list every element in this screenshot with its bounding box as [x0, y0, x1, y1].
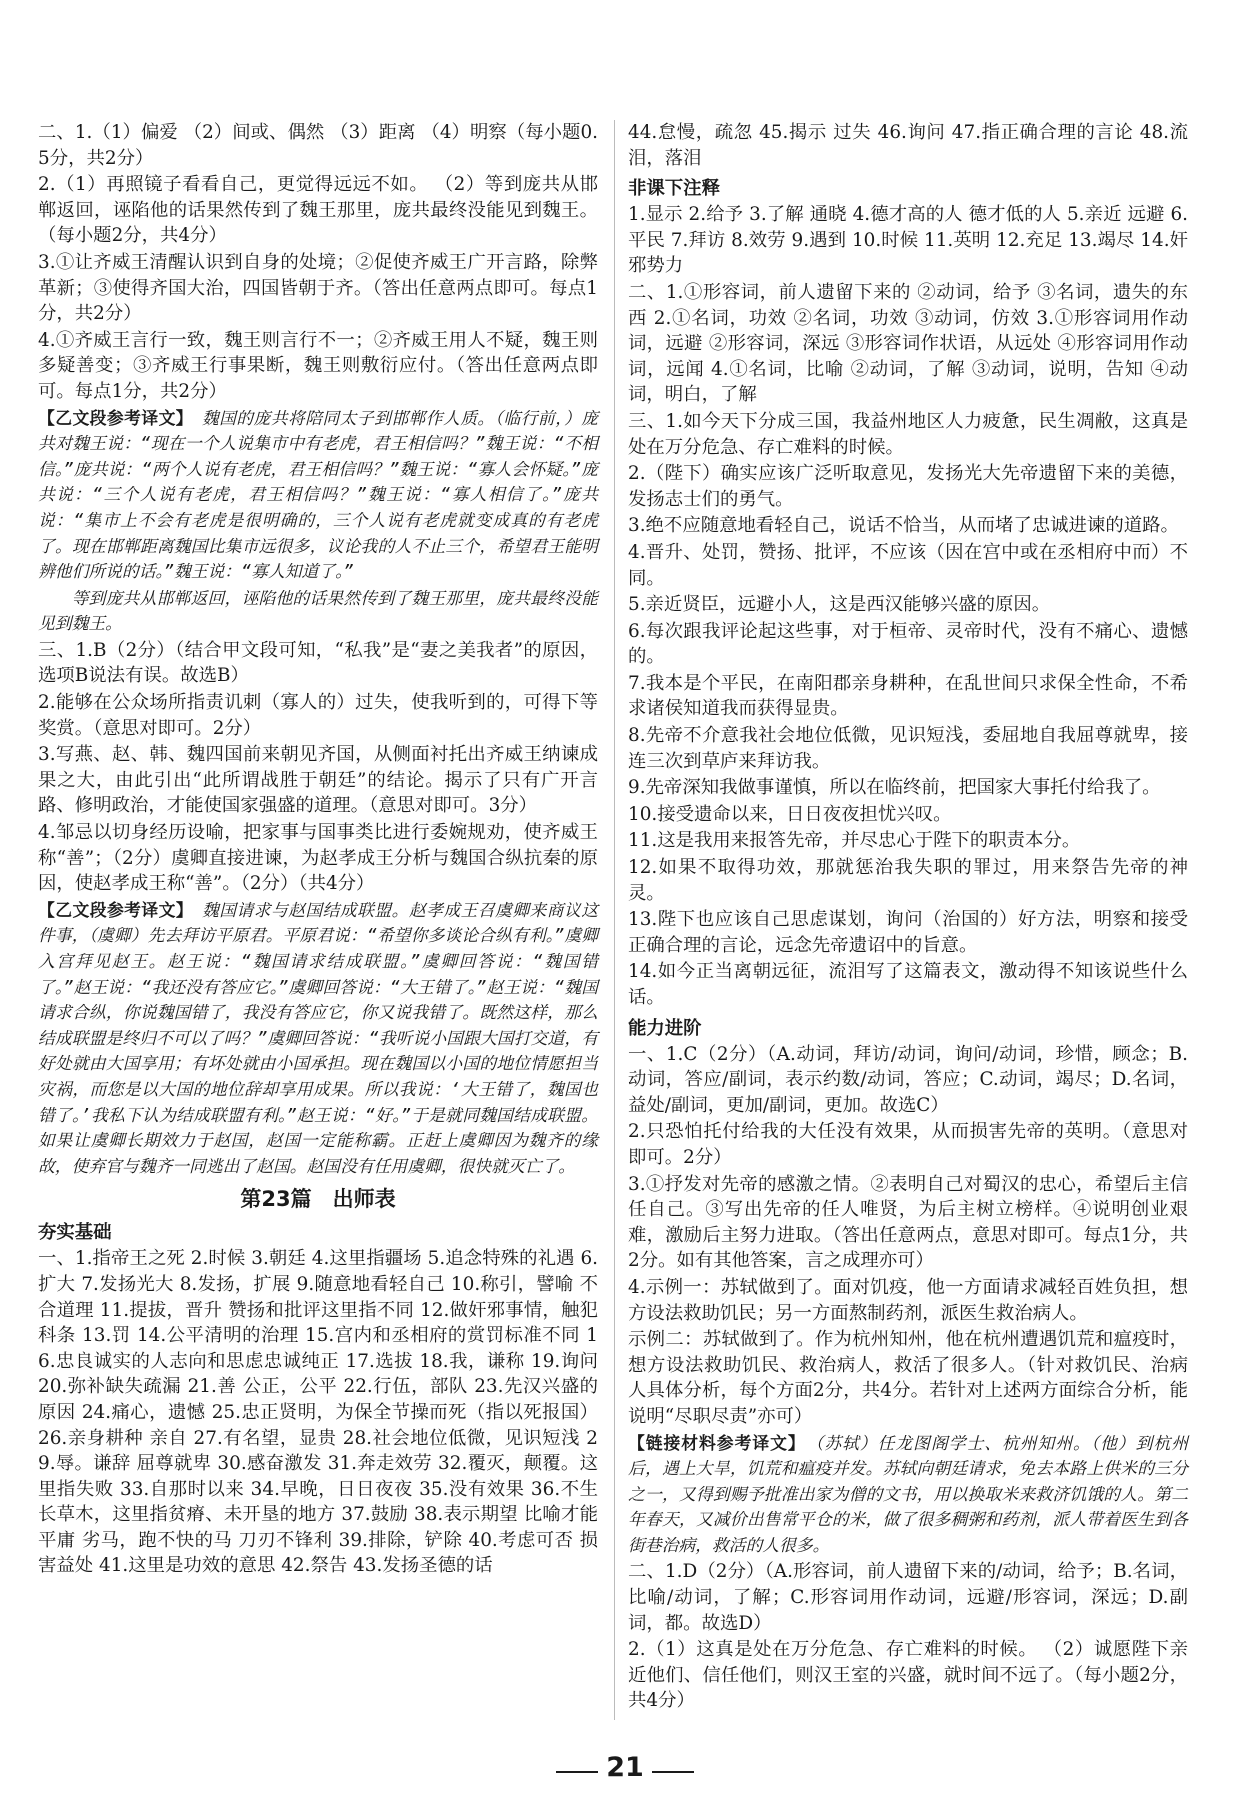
answer-paragraph: 6.每次跟我评论起这些事，对于桓帝、灵帝时代，没有不痛心、遗憾的。: [628, 620, 1188, 668]
translation-tag: 【链接材料参考译文】: [628, 1432, 798, 1453]
answer-paragraph: 3.绝不应随意地看轻自己，说话不恰当，从而堵了忠诚进谏的道路。: [628, 515, 1179, 537]
answer-paragraph: 3.写燕、赵、韩、魏四国前来朝见齐国，从侧面衬托出齐威王纳谏成果之大，由此引出“此所谓战胜于朝廷”的结论。揭示了只有广开言路、修明政治，才能使国家强盛的道理。（意思对即可。3分）: [38, 744, 598, 817]
answer-paragraph: 7.我本是个平民，在南阳郡亲身耕种，在乱世间只求保全性命，不希求诸侯知道我而获得显贵。: [628, 672, 1188, 720]
translation-paragraph: [38, 898, 598, 1180]
answer-paragraph: 示例二：苏轼做到了。作为杭州知州，他在杭州遭遇饥荒和瘟疫时，想方设法救助饥民、救治病人，救活了很多人。（针对救饥民、治病人具体分析，每个方面2分，共4分。若针对上述两方面综合分析，能说明“尽职尽责”亦可）: [628, 1329, 1188, 1427]
section-heading: 非课下注释: [628, 178, 720, 200]
translation-tag: 【乙文段参考译文】: [38, 899, 185, 920]
answer-paragraph: 二、1.①形容词，前人遗留下来的 ②动词，给予 ③名词，遗失的东西 2.①名词，功效 ②名词，功效 ③动词，仿效 3.①形容词用作动词，远避 ②形容词，深远 ③形容词作状语，从远处 ④形容词用作动词，远闻 4.①名词，比喻 ②动词，了解 ③动词，说明，告知 ④动词，明白，了解: [628, 281, 1188, 406]
answer-paragraph: 8.先帝不介意我社会地位低微，见识短浅，委屈地自我屈尊就卑，接连三次到草庐来拜访我。: [628, 725, 1188, 772]
answer-paragraph: 13.陛下也应该自己思虑谋划，询问（治国的）好方法，明察和接受正确合理的言论，远念先帝遗诏中的旨意。: [628, 909, 1188, 956]
section-heading: 能力进阶: [628, 1017, 702, 1039]
translation-text: 魏国的庞共将陪同太子到邯郸作人质。（临行前，）庞共对魏王说：“现在一个人说集市中有老虎，君王相信吗？”魏王说：“不相信。”庞共说：“两个人说有老虎，君王相信吗？”魏王说：“寡人会怀疑。”庞共说：“三个人说有老虎，君王相信吗？”魏王说：“寡人相信了。”庞共说：“集市上不会有老虎是很明确的，三个人说有老虎就变成真的有老虎了。现在邯郸距离魏国比集市远很多，议论我的人不止三个，希望君王能明辨他们所说的话。”魏王说：“寡人知道了。”: [38, 407, 598, 582]
answer-paragraph: 二、1.（1）偏爱 （2）间或、偶然 （3）距离 （4）明察（每小题0.5分，共2分）: [38, 122, 598, 169]
answer-paragraph: 9.先帝深知我做事谨慎，所以在临终前，把国家大事托付给我了。: [628, 777, 1161, 799]
answer-paragraph: 3.①抒发对先帝的感激之情。②表明自己对蜀汉的忠心，希望后主信任自己。③写出先帝的任人唯贤，为后主树立榜样。④说明创业艰难，激励后主努力进取。（答出任意两点，意思对即可。每点1分，共2分。如有其他答案，言之成理亦可）: [628, 1173, 1188, 1272]
column-divider: [614, 120, 615, 1720]
answer-paragraph: 12.如果不取得功效，那就惩治我失职的罪过，用来祭告先帝的神灵。: [628, 857, 1188, 904]
translation-paragraph: [628, 1431, 1188, 1559]
answer-paragraph: 1.显示 2.给予 3.了解 通晓 4.德才高的人 德才低的人 5.亲近 远避 6.平民 7.拜访 8.效劳 9.遇到 10.时候 11.英明 12.充足 13.竭尽 14.奸邪势力: [628, 204, 1188, 277]
answer-paragraph: 44.怠慢，疏忽 45.揭示 过失 46.询问 47.指正确合理的言论 48.流泪，落泪: [628, 122, 1188, 169]
answer-paragraph: 一、1.指帝王之死 2.时候 3.朝廷 4.这里指疆场 5.追念特殊的礼遇 6.扩大 7.发扬光大 8.发扬，扩展 9.随意地看轻自己 10.称引，譬喻 不合道理 11.提拔，晋升 赞扬和批评这里指不同 12.做奸邪事情，触犯科条 13.罚 14.公平清明的治理 15.宫内和丞相府的赏罚标准不同 16.忠良诚实的人志向和思虑忠诚纯正 17.选拔 18.我，谦称 19.询问 20.弥补缺失疏漏 21.善 公正，公平 22.行伍，部队 23.先汉兴盛的原因 24.痛心，遗憾 25.忠正贤明，为保全节操而死（指以死报国） 26.亲身耕种 亲自 27.有名望，显贵 28.社会地位低微，见识短浅 29.辱。谦辞 屈尊就卑 30.感奋激发 31.奔走效劳 32.覆灭，颠覆。这里指失败 33.自那时以来 34.早晚，日日夜夜 35.没有效果 36.不生长草木，这里指贫瘠、未开垦的地方 37.鼓励 38.表示期望 比喻才能平庸 劣马，跑不快的马 刀刃不锋利 39.排除，铲除 40.考虑可否 损害益处 41.这里是功效的意思 42.祭告 43.发扬圣德的话: [38, 1248, 598, 1577]
answer-paragraph: 4.示例一：苏轼做到了。面对饥疫，他一方面请求减轻百姓负担，想方设法救助饥民；另一方面熬制药剂，派医生救治病人。: [628, 1276, 1188, 1324]
answer-paragraph: 4.①齐威王言行一致，魏王则言行不一；②齐威王用人不疑，魏王则多疑善变；③齐威王行事果断，魏王则敷衍应付。（答出任意两点即可。每点1分，共2分）: [38, 329, 598, 402]
answer-paragraph: 4.晋升、处罚，赞扬、批评，不应该（因在宫中或在丞相府中而）不同。: [628, 541, 1188, 589]
translation-text: 魏国请求与赵国结成联盟。赵孝成王召虞卿来商议这件事，（虞卿）先去拜访平原君。平原君说：“希望你多谈论合纵有利。”虞卿入宫拜见赵王。赵王说：“魏国请求结成联盟。”虞卿回答说：“魏国错了。”赵王说：“我还没有答应它。”虞卿回答说：“大王错了。”赵王说：“魏国请求合纵，你说魏国错了，我没有答应它，你又说我错了。既然这样，那么结成联盟是终归不可以了吗？”虞卿回答说：“我听说小国跟大国打交道，有好处就由大国享用；有坏处就由小国承担。现在魏国以小国的地位情愿担当灾祸，而您是以大国的地位辞却享用成果。所以我说：‘大王错了，魏国也错了。’我私下认为结成联盟有利。”赵王说：“好。”于是就同魏国结成联盟。如果让虞卿长期效力于赵国，赵国一定能称霸。正赶上虞卿因为魏齐的缘故，使弃官与魏齐一同逃出了赵国。赵国没有任用虞卿，很快就灭亡了。: [38, 899, 598, 1176]
answer-paragraph: 10.接受遗命以来，日日夜夜担忧兴叹。: [628, 803, 952, 825]
left-column: [38, 120, 598, 1580]
answer-paragraph: 三、1.如今天下分成三国，我益州地区人力疲惫，民生凋敝，这真是处在万分危急、存亡难料的时候。: [628, 410, 1188, 458]
answer-paragraph: 11.这是我用来报答先帝，并尽忠心于陛下的职责本分。: [628, 830, 1081, 852]
chapter-title: 第23篇 出师表: [240, 1187, 396, 1212]
footer-dash-left: [556, 1771, 598, 1773]
section-heading: 夯实基础: [38, 1222, 112, 1244]
answer-paragraph: 14.如今正当离朝远征，流泪写了这篇表文，激动得不知该说些什么话。: [628, 961, 1188, 1008]
page-number: 21: [606, 1752, 644, 1783]
answer-paragraph: 4.邹忌以切身经历设喻，把家事与国事类比进行委婉规劝，使齐威王称“善”；（2分）虞卿直接进谏，为赵孝成王分析与魏国合纵抗秦的原因，使赵孝成王称“善”。（2分）（共4分）: [38, 822, 598, 895]
answer-paragraph: 2.（陛下）确实应该广泛听取意见，发扬光大先帝遗留下来的美德，发扬志士们的勇气。: [628, 463, 1188, 510]
answer-paragraph: 2.能够在公众场所指责讥刺（寡人的）过失，使我听到的，可得下等奖赏。（意思对即可。2分）: [38, 692, 598, 739]
translation-tag: 【乙文段参考译文】: [38, 407, 185, 428]
footer-dash-right: [652, 1771, 694, 1773]
translation-text: （苏轼）任龙图阁学士、杭州知州。（他）到杭州后，遇上大旱，饥荒和瘟疫并发。苏轼向朝廷请求，免去本路上供米的三分之一，又得到赐予批准出家为僧的文书，用以换取米来救济饥饿的人。第二年春天，又减价出售常平仓的米，做了很多稠粥和药剂，派人带着医生到各街巷治病，救活的人很多。: [628, 1432, 1188, 1555]
answer-paragraph: 三、1.B（2分）（结合甲文段可知，“私我”是“妻之美我者”的原因，选项B说法有误。故选B）: [38, 639, 598, 687]
page-footer: [0, 1752, 1250, 1783]
answer-paragraph: 二、1.D（2分）（A.形容词，前人遗留下来的/动词，给予；B.名词，比喻/动词，了解；C.形容词用作动词，远避/形容词，深远；D.副词，都。故选D）: [628, 1561, 1188, 1634]
translation-paragraph: [38, 406, 598, 585]
answer-paragraph: 2.只恐怕托付给我的大任没有效果，从而损害先帝的英明。（意思对即可。2分）: [628, 1121, 1188, 1168]
answer-paragraph: 一、1.C（2分）（A.动词，拜访/动词，询问/动词，珍惜，顾念；B.动词，答应/副词，表示约数/动词，答应；C.动词，竭尽；D.名词，益处/副词，更加/副词，更加。故选C）: [628, 1043, 1188, 1116]
translation-paragraph: 等到庞共从邯郸返回，诬陷他的话果然传到了魏王那里，庞共最终没能见到魏王。: [38, 587, 598, 634]
answer-paragraph: 2.（1）这真是处在万分危急、存亡难料的时候。 （2）诚愿陛下亲近他们、信任他们，则汉王室的兴盛，就时间不远了。（每小题2分，共4分）: [628, 1639, 1188, 1712]
answer-paragraph: 2.（1）再照镜子看看自己，更觉得远远不如。 （2）等到庞共从邯郸返回，诬陷他的话果然传到了魏王那里，庞共最终没能见到魏王。（每小题2分，共4分）: [38, 174, 598, 247]
answer-paragraph: 5.亲近贤臣，远避小人，这是西汉能够兴盛的原因。: [628, 594, 1051, 616]
right-column: [628, 120, 1188, 1715]
answer-paragraph: 3.①让齐威王清醒认识到自身的处境；②促使齐威王广开言路，除弊革新；③使得齐国大治，四国皆朝于齐。（答出任意两点即可。每点1分，共2分）: [38, 251, 598, 325]
